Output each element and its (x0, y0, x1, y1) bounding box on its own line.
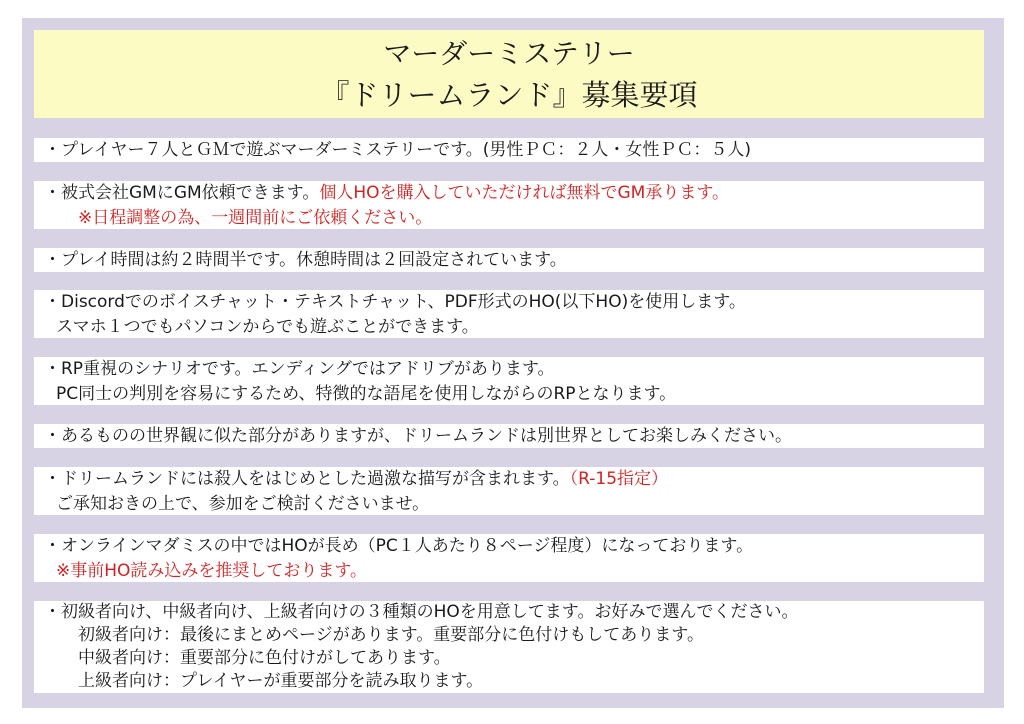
difficulty-intermediate: 中級者向け：重要部分に色付けがしてあります。 (78, 648, 451, 668)
list-item-tools (34, 290, 984, 338)
item-text: ・オンラインマダミスの中ではHOが長め（PC１人あたり８ページ程度）になっております。 (44, 536, 754, 556)
title-main: マーダーミステリー (383, 37, 635, 70)
title-banner (34, 30, 984, 118)
title-sub: 『ドリームランド』募集要項 (320, 78, 698, 112)
list-item-gm-request (34, 181, 984, 229)
list-item-content-warning (34, 467, 984, 515)
item-text: ・初級者向け、中級者向け、上級者向けの３種類のHOを用意してます。お好みで選んでください。 (44, 602, 799, 622)
list-item-rp (34, 357, 984, 405)
list-item-difficulty (34, 601, 984, 693)
item-text (44, 181, 984, 206)
difficulty-advanced: 上級者向け：プレイヤーが重要部分を読み取ります。 (78, 671, 484, 691)
item-note: ※事前HO読み込みを推奨しております。 (56, 561, 368, 581)
rating-badge: （R-15指定） (569, 469, 669, 489)
item-text: ・Discordでのボイスチャット・テキストチャット、PDF形式のHO(以下HO)を使用します。 (44, 292, 746, 312)
list-item-ho-length (34, 534, 984, 582)
item-text-main: ・被式会社GMにGM依頼できます。 (44, 183, 320, 203)
difficulty-beginner: 初級者向け：最後にまとめページがあります。重要部分に色付けもしてあります。 (78, 625, 704, 645)
item-text: ・RP重視のシナリオです。エンディングではアドリブがあります。 (44, 359, 555, 379)
item-text: ・プレイ時間は約２時間半です。休憩時間は２回設定されています。 (44, 250, 567, 270)
item-text: ・プレイヤー７人とＧＭで遊ぶマーダーミステリーです。(男性ＰＣ：２人・女性ＰＣ：５人) (44, 140, 752, 160)
item-text-main: ・ドリームランドには殺人をはじめとした過激な描写が含まれます。 (44, 469, 570, 489)
item-text-highlight: 個人HOを購入していただければ無料でGM承ります。 (319, 183, 729, 203)
item-text-cont: スマホ１つでもパソコンからでも遊ぶことができます。 (56, 317, 479, 337)
item-text-cont: ご承知おきの上で、参加をご検討くださいませ。 (56, 494, 430, 514)
list-item-play-time (34, 248, 984, 272)
list-item-players (34, 138, 984, 162)
list-item-world (34, 424, 984, 448)
item-text-cont: PC同士の判別を容易にするため、特徴的な語尾を使用しながらのRPとなります。 (56, 384, 677, 404)
item-text (44, 467, 984, 492)
item-note: ※日程調整の為、一週間前にご依頼ください。 (78, 208, 433, 228)
item-text: ・あるものの世界観に似た部分がありますが、ドリームランドは別世界としてお楽しみください。 (44, 426, 792, 446)
